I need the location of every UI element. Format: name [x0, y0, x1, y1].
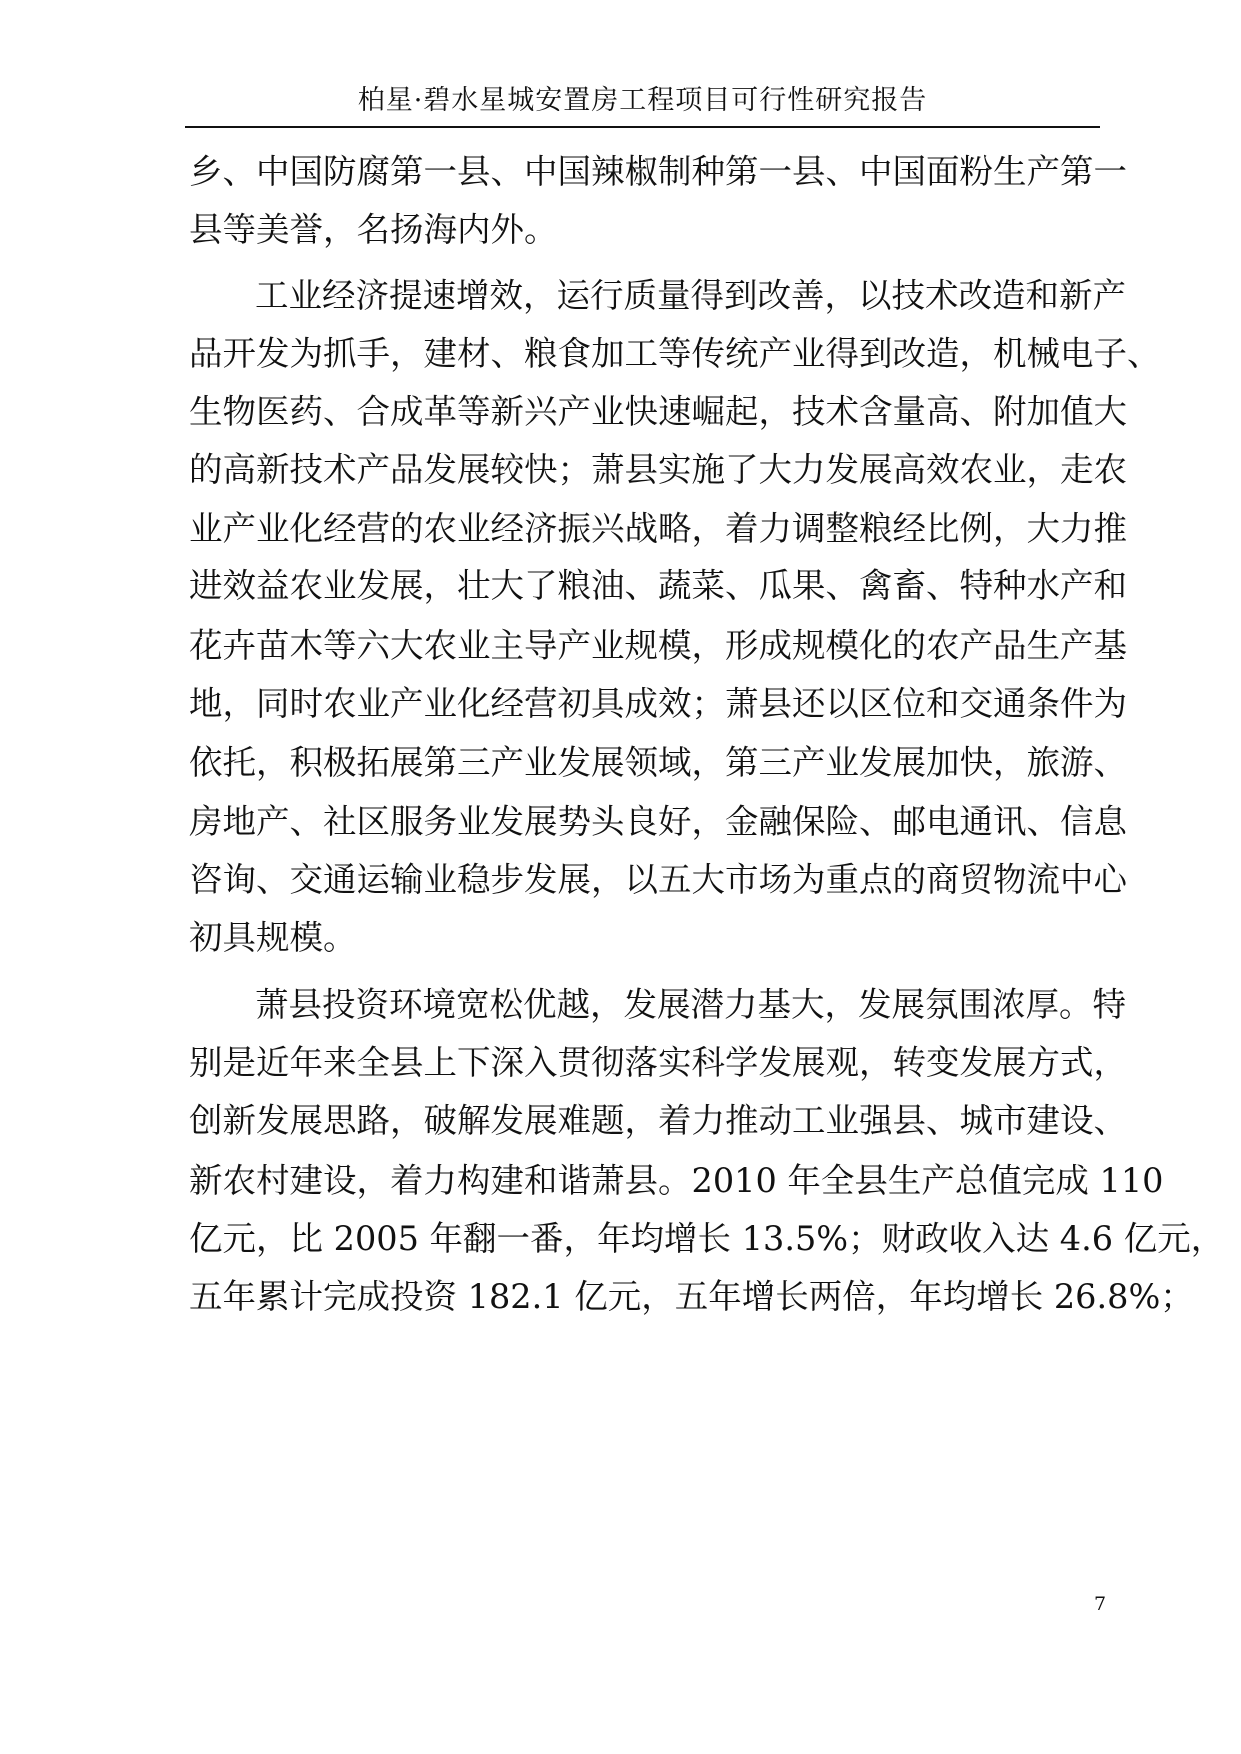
body-line: 县等美誉，名扬海内外。 [189, 210, 558, 249]
body-line: 依托，积极拓展第三产业发展领域，第三产业发展加快，旅游、 [189, 743, 1127, 782]
body-line: 的高新技术产品发展较快；萧县实施了大力发展高效农业，走农 [189, 450, 1127, 489]
body-line: 地，同时农业产业化经营初具成效；萧县还以区位和交通条件为 [189, 684, 1127, 723]
body-line: 房地产、社区服务业发展势头良好，金融保险、邮电通讯、信息 [189, 802, 1127, 841]
body-line: 五年累计完成投资 182.1 亿元，五年增长两倍，年均增长 26.8%； [189, 1277, 1194, 1316]
body-line: 亿元，比 2005 年翻一番，年均增长 13.5%；财政收入达 4.6 亿元， [189, 1219, 1225, 1258]
body-line: 初具规模。 [189, 918, 357, 957]
body-line: 工业经济提速增效，运行质量得到改善，以技术改造和新产 [255, 276, 1126, 315]
body-line: 乡、中国防腐第一县、中国辣椒制种第一县、中国面粉生产第一 [189, 152, 1127, 191]
body-line: 生物医药、合成革等新兴产业快速崛起，技术含量高、附加值大 [189, 392, 1127, 431]
header-rule [185, 126, 1100, 128]
body-line: 进效益农业发展，壮大了粮油、蔬菜、瓜果、禽畜、特种水产和 [189, 566, 1127, 605]
body-line: 花卉苗木等六大农业主导产业规模，形成规模化的农产品生产基 [189, 626, 1127, 665]
body-line: 创新发展思路，破解发展难题，着力推动工业强县、城市建设、 [189, 1101, 1127, 1140]
body-line: 业产业化经营的农业经济振兴战略，着力调整粮经比例，大力推 [189, 509, 1127, 548]
page-number: 7 [1093, 1593, 1107, 1615]
body-line: 新农村建设，着力构建和谐萧县。2010 年全县生产总值完成 110 [189, 1161, 1164, 1200]
body-line: 萧县投资环境宽松优越，发展潜力基大，发展氛围浓厚。特 [255, 985, 1126, 1024]
body-line: 咨询、交通运输业稳步发展，以五大市场为重点的商贸物流中心 [189, 860, 1127, 899]
body-line: 别是近年来全县上下深入贯彻落实科学发展观，转变发展方式， [189, 1043, 1127, 1082]
page-header: 柏星·碧水星城安置房工程项目可行性研究报告 [357, 85, 928, 116]
body-line: 品开发为抓手，建材、粮食加工等传统产业得到改造，机械电子、 [189, 334, 1161, 373]
